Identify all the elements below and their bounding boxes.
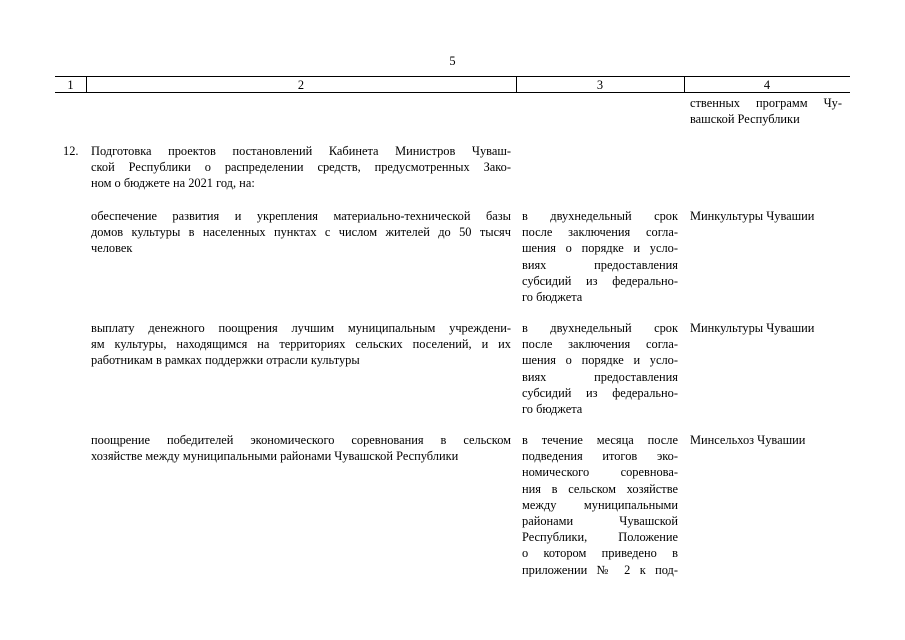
deadline-line: о котором приведено в [522,546,678,561]
description-line: обеспечение развития и укрепления материально-технической базы [91,209,511,223]
deadline-line: субсидий из федерально- [522,273,678,288]
deadline-line: Республики, Положение [522,530,678,545]
description-line: домов культуры в населенных пунктах с числом жителей до 50 тысяч [91,225,511,240]
item-title-line: ном о бюджете на 2021 год, на: [91,176,255,191]
description-line: человек [91,241,133,256]
deadline-line: в течение месяца после [522,433,678,447]
deadline-line: го бюджета [522,290,583,305]
row-deadline [522,432,678,578]
deadline-line: подведения итогов эко- [522,449,678,464]
deadline-line: районами Чувашской [522,514,678,529]
deadline-line: ния в сельском хозяйстве [522,481,678,496]
row-description [91,432,511,464]
deadline-line: шения о порядке и усло- [522,241,678,256]
row-responsible: Минкультуры Чувашии [690,209,815,223]
deadline-line: шения о порядке и усло- [522,353,678,368]
continuation-responsible [690,95,842,127]
deadline-line: субсидий из федерально- [522,385,678,400]
description-line: ям культуры, находящимся на территориях сельских поселений, и их [91,337,511,352]
item-number: 12. [63,144,79,158]
deadline-line: виях предоставления [522,369,678,384]
deadline-line: в двухнедельный срок [522,209,678,223]
deadline-line: виях предоставления [522,257,678,272]
description-line: поощрение победителей экономического соревнования в сельском [91,433,511,447]
deadline-line: номического соревнова- [522,465,678,480]
column-header-3: 3 [596,78,604,92]
description-line: работникам в рамках поддержки отрасли культуры [91,353,360,368]
page-number: 5 [449,54,456,68]
deadline-line: в двухнедельный срок [522,321,678,335]
column-header-2: 2 [297,78,305,92]
column-header-1: 1 [67,78,74,92]
item-title-line: ской Республики о распределении средств, предусмотренных Зако- [91,160,511,175]
row-description [91,320,511,369]
item-title [91,143,511,192]
row-responsible: Минкультуры Чувашии [690,321,815,335]
item-title-line: Подготовка проектов постановлений Кабинета Министров Чуваш- [91,144,511,158]
description-line: хозяйстве между муниципальными районами Чувашской Республики [91,449,459,464]
continuation-line: вашской Республики [690,112,800,127]
deadline-line: приложении № 2 к под- [522,562,678,577]
row-deadline [522,320,678,417]
column-header-4: 4 [763,78,771,92]
deadline-line: между муниципальными [522,497,678,512]
table-header-bottom-border [55,92,850,93]
deadline-line: го бюджета [522,402,583,417]
row-description [91,208,511,257]
table-top-border [55,76,850,77]
row-responsible: Минсельхоз Чувашии [690,433,806,447]
deadline-line: после заключения согла- [522,225,678,240]
continuation-line: ственных программ Чу- [690,96,842,110]
row-deadline [522,208,678,305]
deadline-line: после заключения согла- [522,337,678,352]
description-line: выплату денежного поощрения лучшим муниципальным учреждени- [91,321,511,335]
